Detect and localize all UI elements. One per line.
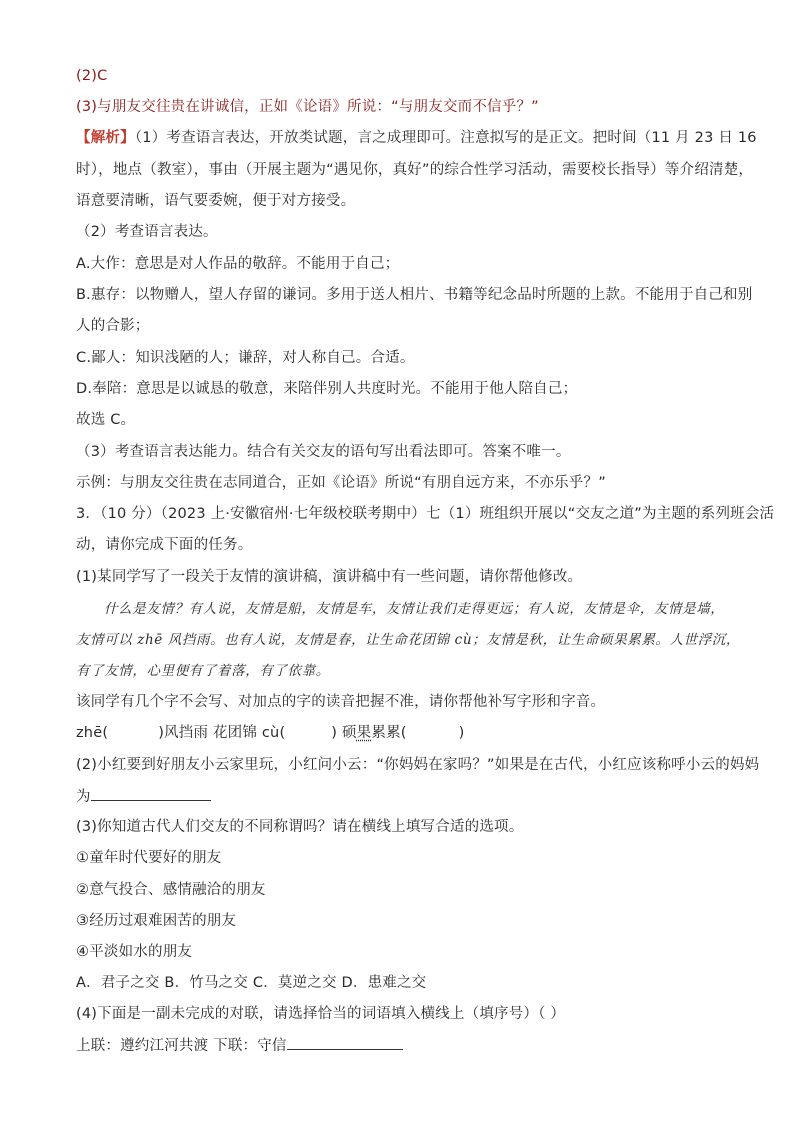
options-row: A．君子之交 B．竹马之交 C．莫逆之交 D．患难之交 — [76, 975, 427, 991]
subquestion-4: (4)下面是一副未完成的对联，请选择恰当的词语填入横线上（填序号）（ ） — [76, 1006, 566, 1022]
term-item-2: ②意气投合、感情融洽的朋友 — [76, 882, 266, 898]
subquestion-3: (3)你知道古代人们交友的不同称谓吗？请在横线上填写合适的选项。 — [76, 819, 524, 835]
analysis-text-1: （1）考查语言表达，开放类试题，言之成理即可。注意拟写的是正文。把时间（11 月 23 日 16 — [134, 130, 757, 146]
analysis-line-9: D.奉陪：意思是以诚恳的敬意，来陪伴别人共度时光。不能用于他人陪自己； — [76, 381, 578, 397]
term-item-3: ③经历过艰难困苦的朋友 — [76, 913, 237, 929]
subquestion-1: (1)某同学写了一段关于友情的演讲稿，演讲稿中有一些问题，请你帮他修改。 — [76, 569, 583, 585]
question-3-header-1: 3．（10 分）（2023 上·安徽宿州·七年级校联考期中）七（1）班组织开展以“交友之道”为主题的系列班会活 — [76, 506, 775, 522]
fill-blanks-row — [76, 723, 465, 743]
analysis-line-8: C.鄙人：知识浅陋的人；谦辞，对人称自己。合适。 — [76, 350, 415, 366]
answer-blank-2[interactable] — [91, 786, 211, 801]
couplet-row — [76, 1035, 403, 1056]
question-3-header-2: 动，请你完成下面的任务。 — [76, 537, 253, 553]
fill-a-label: zhē( — [76, 725, 109, 741]
fill-b-close: ) — [331, 725, 338, 741]
fill-b-label: 花团锦 cù( — [212, 725, 286, 741]
analysis-line-10: 故选 C。 — [76, 412, 136, 428]
term-item-1: ①童年时代要好的朋友 — [76, 850, 222, 866]
analysis-tag: 【解析】 — [76, 130, 135, 146]
analysis-line-4: （2）考查语言表达。 — [76, 224, 218, 240]
analysis-line-6: B.惠存：以物赠人，望人存留的谦词。多用于送人相片、书籍等纪念品时所题的上款。不能用于自己和别 — [76, 287, 753, 303]
couplet-lower: 下联：守信 — [213, 1038, 287, 1054]
analysis-line-12: 示例：与朋友交往贵在志同道合，正如《论语》所说“有朋自远方来，不亦乐乎？” — [76, 475, 606, 491]
fill-c-pre: 硕 — [341, 725, 357, 741]
couplet-blank[interactable] — [287, 1035, 403, 1050]
analysis-line-3: 语意要清晰，语气要委婉，便于对方接受。 — [76, 193, 356, 209]
answer-3: (3)与朋友交往贵在讲诚信，正如《论语》所说：“与朋友交而不信乎？” — [76, 99, 539, 115]
analysis-line-7: 人的合影； — [76, 318, 150, 334]
fill-c-close: ) — [458, 725, 465, 741]
analysis-line-11: （3）考查语言表达能力。结合有关交友的语句写出看法即可。答案不唯一。 — [76, 444, 571, 460]
analysis-line-5: A.大作：意思是对人作品的敬辞。不能用于自己； — [76, 256, 400, 272]
fill-c-post: 累累( — [371, 725, 407, 741]
analysis-line-2: 时），地点（教室），事由（开展主题为“遇见你，真好”的综合性学习活动，需要校长指导）等介绍清楚， — [76, 162, 754, 178]
speech-line-2: 友情可以 zhē 风挡雨。也有人说，友情是春，让生命花团锦 cù；友情是秋，让生命硕果累累。人世浮沉， — [76, 632, 741, 648]
speech-line-1: 什么是友情？有人说，友情是船，友情是车，友情让我们走得更远；有人说，友情是伞，友情是墙， — [104, 601, 725, 617]
fill-c-dotted-char: 果 — [356, 725, 372, 741]
couplet-upper: 上联：遵约江河共渡 — [76, 1038, 209, 1054]
subquestion-2-line-2 — [76, 786, 211, 807]
answer-2: (2)C — [76, 68, 108, 84]
term-item-4: ④平淡如水的朋友 — [76, 944, 193, 960]
subquestion-2-line-1: (2)小红要到好朋友小云家里玩，小红问小云：“你妈妈在家吗？”如果是在古代，小红应该称呼小云的妈妈 — [76, 757, 760, 773]
subquestion-1-instruction: 该同学有几个字不会写、对加点的字的读音把握不准，请你帮他补写字形和字音。 — [76, 694, 606, 710]
speech-line-3: 有了友情，心里便有了着落，有了依靠。 — [76, 663, 330, 679]
analysis-line-1 — [76, 128, 757, 148]
fill-a-close: )风挡雨 — [158, 725, 209, 741]
subquestion-2-prefix: 为 — [76, 789, 91, 805]
